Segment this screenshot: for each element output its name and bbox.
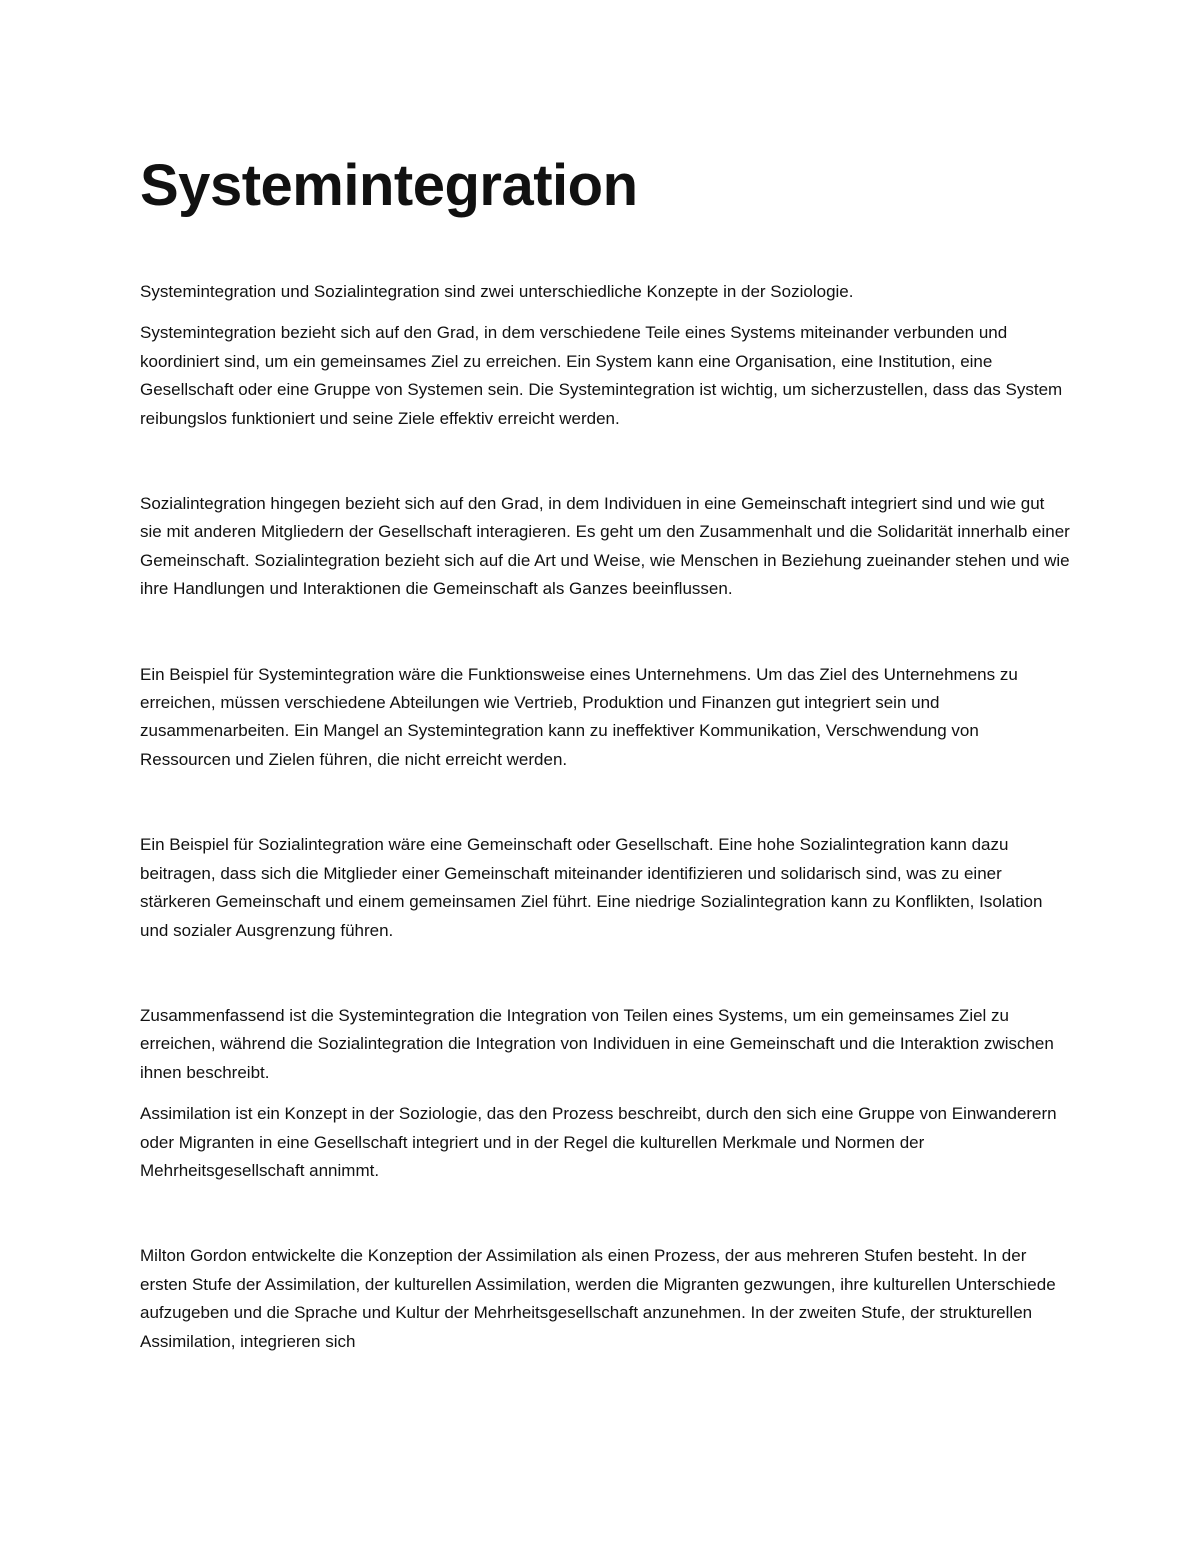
paragraph-gordon-assimilation: Milton Gordon entwickelte die Konzeption der Assimilation als einen Prozess, der aus mehreren Stufen besteht. In der ersten Stufe der Assimilation, der kulturellen Assimilation, werden die Migranten gezwungen, ihre kulturellen Unterschiede aufzugeben und die Sprache und Kultur der Mehrheitsgesellschaft anzunehmen. In der zweiten Stufe, der strukturellen Assimilation, integrieren sich	[140, 1246, 1056, 1351]
paragraph-assimilation-definition: Assimilation ist ein Konzept in der Soziologie, das den Prozess beschreibt, durch den sich eine Gruppe von Einwanderern oder Migranten in eine Gesellschaft integriert und in der Regel die kulturellen Merkmale und Normen der Mehrheitsgesellschaft annimmt.	[140, 1104, 1057, 1180]
paragraph-systemintegration-example: Ein Beispiel für Systemintegration wäre die Funktionsweise eines Unternehmens. Um das Ziel des Unternehmens zu erreichen, müssen verschiedene Abteilungen wie Vertrieb, Produktion und Finanzen gut integriert sein und zusammenarbeiten. Ein Mangel an Systemintegration kann zu ineffektiver Kommunikation, Verschwendung von Ressourcen und Zielen führen, die nicht erreicht werden.	[140, 664, 1018, 769]
paragraph-summary: Zusammenfassend ist die Systemintegration die Integration von Teilen eines Systems, um ein gemeinsames Ziel zu erreichen, während die Sozialintegration die Integration von Individuen in eine Gemeinschaft und die Interaktion zwischen ihnen beschreibt.	[140, 1005, 1054, 1082]
paragraph-intro: Systemintegration und Sozialintegration sind zwei unterschiedliche Konzepte in der Soziologie.	[140, 282, 854, 301]
paragraph-sozialintegration-example: Ein Beispiel für Sozialintegration wäre eine Gemeinschaft oder Gesellschaft. Eine hohe Sozialintegration kann dazu beitragen, dass sich die Mitglieder einer Gemeinschaft miteinander identifizieren und solidarisch sind, was zu einer stärkeren Gemeinschaft und einem gemeinsamen Ziel führt. Eine niedrige Sozialintegration kann zu Konflikten, Isolation und sozialer Ausgrenzung führen.	[140, 835, 1043, 940]
paragraph-sozialintegration-definition: Sozialintegration hingegen bezieht sich auf den Grad, in dem Individuen in eine Gemeinschaft integriert sind und wie gut sie mit anderen Mitgliedern der Gesellschaft interagieren. Es geht um den Zusammenhalt und die Solidarität innerhalb einer Gemeinschaft. Sozialintegration bezieht sich auf die Art und Weise, wie Menschen in Beziehung zueinander stehen und wie ihre Handlungen und Interaktionen die Gemeinschaft als Ganzes beeinflussen.	[140, 494, 1070, 599]
document-title: Systemintegration	[140, 153, 638, 218]
document-body	[140, 150, 1070, 1356]
paragraph-systemintegration-definition: Systemintegration bezieht sich auf den Grad, in dem verschiedene Teile eines Systems miteinander verbunden und koordiniert sind, um ein gemeinsames Ziel zu erreichen. Ein System kann eine Organisation, eine Institution, eine Gesellschaft oder eine Gruppe von Systemen sein. Die Systemintegration ist wichtig, um sicherzustellen, dass das System reibungslos funktioniert und seine Ziele effektiv erreicht werden.	[140, 323, 1063, 428]
